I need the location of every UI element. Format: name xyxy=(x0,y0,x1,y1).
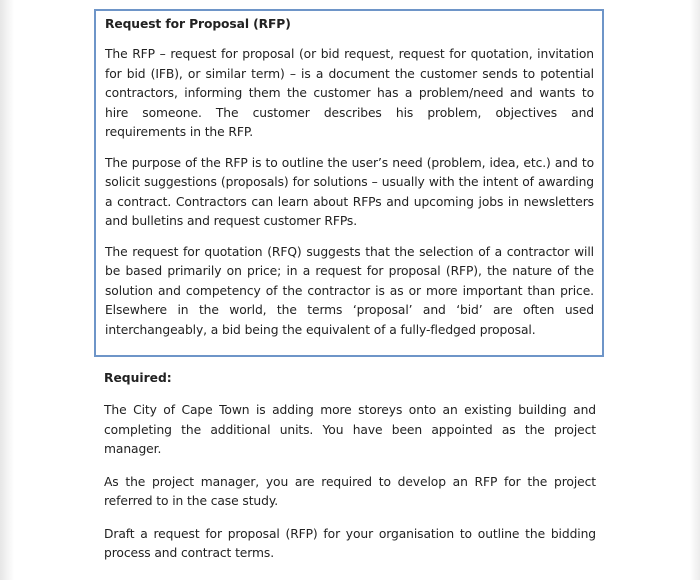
task-paragraph: As the project manager, you are required to develop an RFP for the project referred to in the case study. xyxy=(104,474,596,508)
required-heading: Required: xyxy=(104,371,172,385)
rfp-definition-paragraph: The RFP – request for proposal (or bid request, request for quotation, invitation for bid (IFB), or similar term) – is a document the customer sends to potential contractors, informing them the customer has a problem/need and wants to hire someone. The customer describes his problem, objectives and requirements in the RFP. xyxy=(105,47,594,139)
rfp-info-box xyxy=(94,9,604,357)
rfp-box-title: Request for Proposal (RFP) xyxy=(105,17,291,31)
rfq-comparison-paragraph: The request for quotation (RFQ) suggests that the selection of a contractor will be based primarily on price; in a request for proposal (RFP), the nature of the solution and competency of the contractor is as or more important than price. Elsewhere in the world, the terms ‘proposal’ and ‘bid’ are often used interchangeably, a bid being the equivalent of a fully-fledged proposal. xyxy=(105,244,594,337)
draft-instruction-paragraph: Draft a request for proposal (RFP) for your organisation to outline the bidding process and contract terms. xyxy=(104,526,596,560)
case-study-paragraph: The City of Cape Town is adding more storeys onto an existing building and completing the additional units. You have been appointed as the project manager. xyxy=(104,403,596,456)
rfp-purpose-paragraph: The purpose of the RFP is to outline the user’s need (problem, idea, etc.) and to solicit suggestions (proposals) for solutions – usually with the intent of awarding a contract. Contractors can learn about RFPs and upcoming jobs in newsletters and bulletins and request customer RFPs. xyxy=(105,155,594,228)
required-section xyxy=(104,369,596,577)
